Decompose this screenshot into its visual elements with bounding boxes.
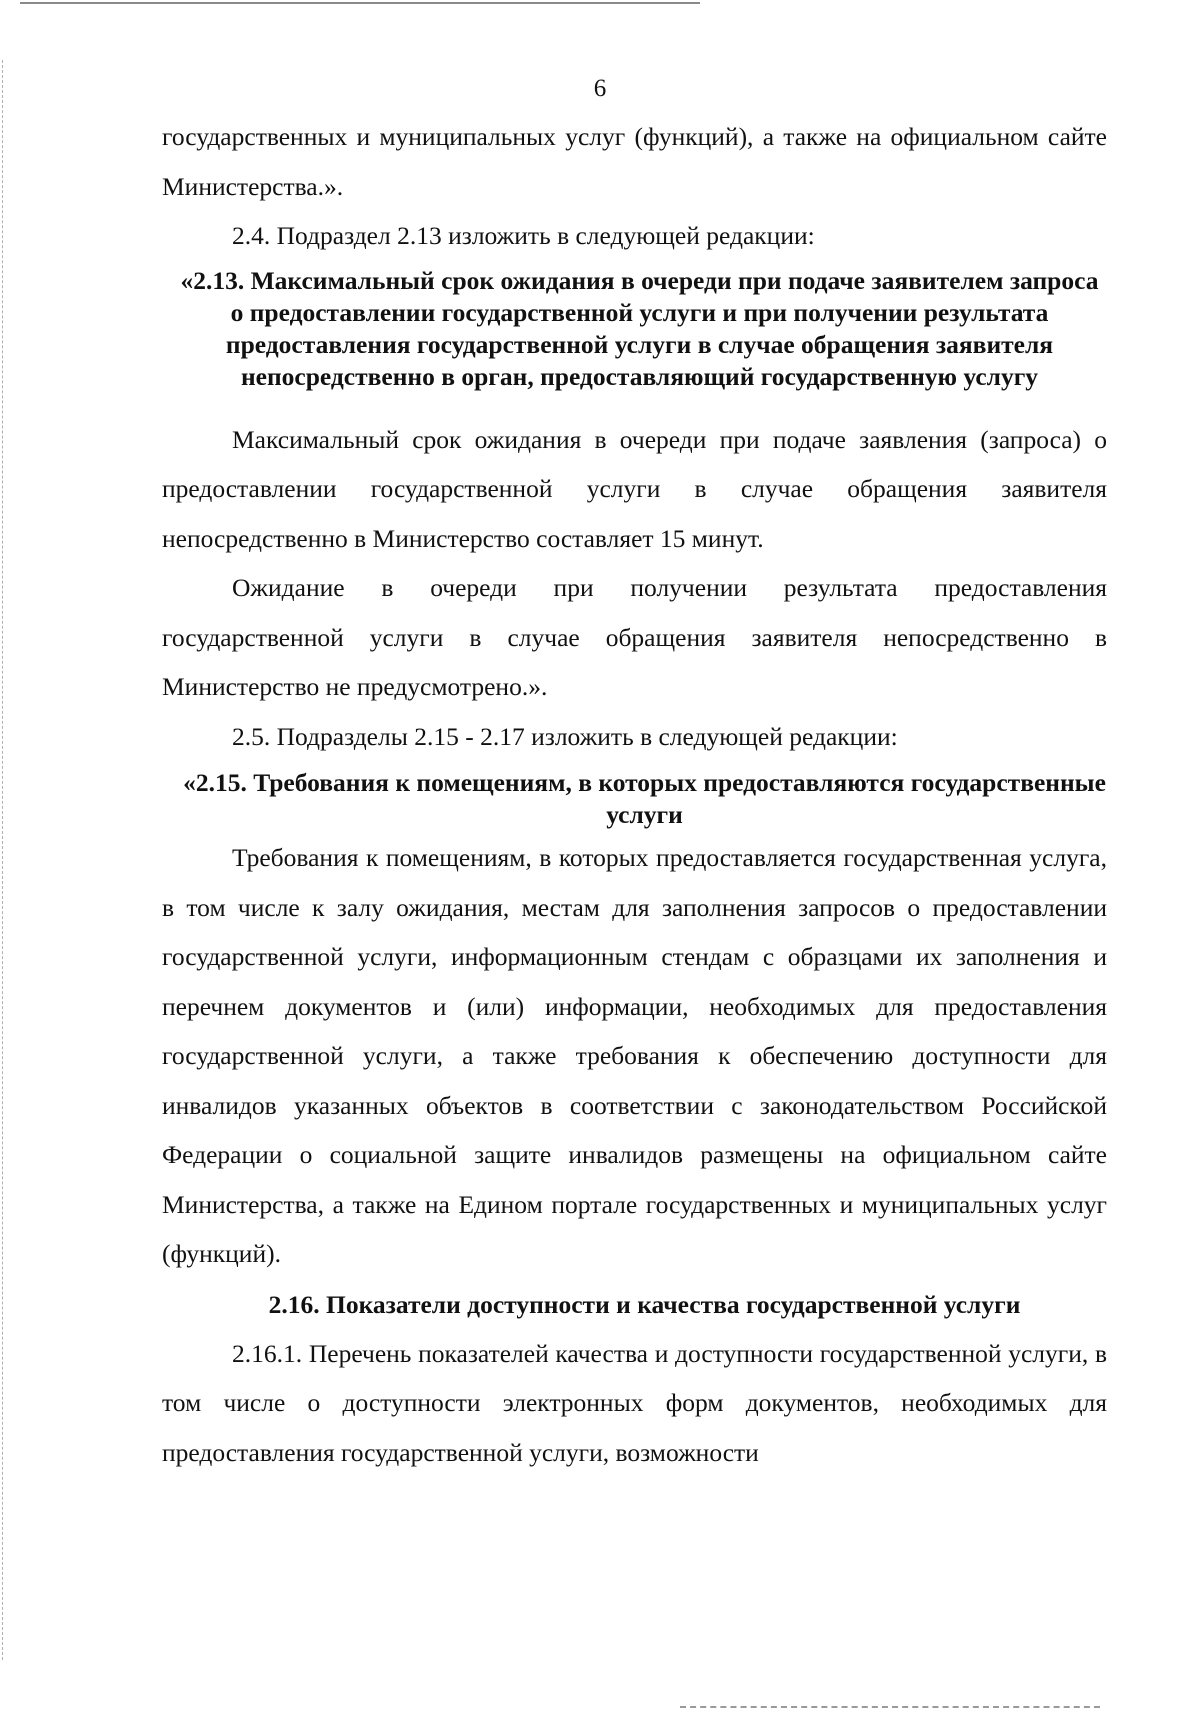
scan-edge-bottom	[680, 1706, 1100, 1708]
page-number: 6	[593, 75, 607, 102]
scan-edge-top	[20, 2, 700, 4]
paragraph-continuation: государственных и муниципальных услуг (функций), а также на официальном сайте Министерства.».	[162, 122, 1107, 201]
scan-edge-left	[2, 60, 3, 1660]
paragraph-premises-requirements: Требования к помещениям, в которых предоставляется государственная услуга, в том числе к залу ожидания, местам для заполнения запросов о предоставлении государственной услуги, информационным стендам с образцами их заполнения и перечнем документов и (или) информации, необходимых для предоставления государственной услуги, а также требования к обеспечению доступности для инвалидов указанных объектов в соответствии с законодательством Российской Федерации о социальной защите инвалидов размещены на официальном сайте Министерства, а также на Едином портале государственных и муниципальных услуг (функций).	[162, 843, 1107, 1268]
heading-2-16: 2.16. Показатели доступности и качества государственной услуги	[268, 1289, 1021, 1319]
document-body	[162, 112, 1107, 1477]
paragraph-2-4: 2.4. Подраздел 2.13 изложить в следующей редакции:	[232, 221, 815, 250]
heading-2-13: «2.13. Максимальный срок ожидания в очереди при подаче заявителем запроса о предоставлении государственной услуги и при получении результата предоставления государственной услуги в случае обращения заявителя непосредственно в орган, предоставляющий государственную услугу	[180, 265, 1099, 391]
paragraph-wait-result: Ожидание в очереди при получении результата предоставления государственной услуги в случае обращения заявителя непосредственно в Министерство не предусмотрено.».	[162, 573, 1107, 701]
heading-2-15: «2.15. Требования к помещениям, в которых предоставляются государственные услуги	[183, 768, 1106, 829]
paragraph-max-wait: Максимальный срок ожидания в очереди при подаче заявления (запроса) о предоставлении государственной услуги в случае обращения заявителя непосредственно в Министерство составляет 15 минут.	[162, 424, 1107, 553]
paragraph-2-5: 2.5. Подразделы 2.15 - 2.17 изложить в следующей редакции:	[232, 721, 898, 751]
paragraph-2-16-1: 2.16.1. Перечень показателей качества и доступности государственной услуги, в том числе о доступности электронных форм документов, необходимых для предоставления государственной услуги, возможности	[162, 1338, 1107, 1467]
